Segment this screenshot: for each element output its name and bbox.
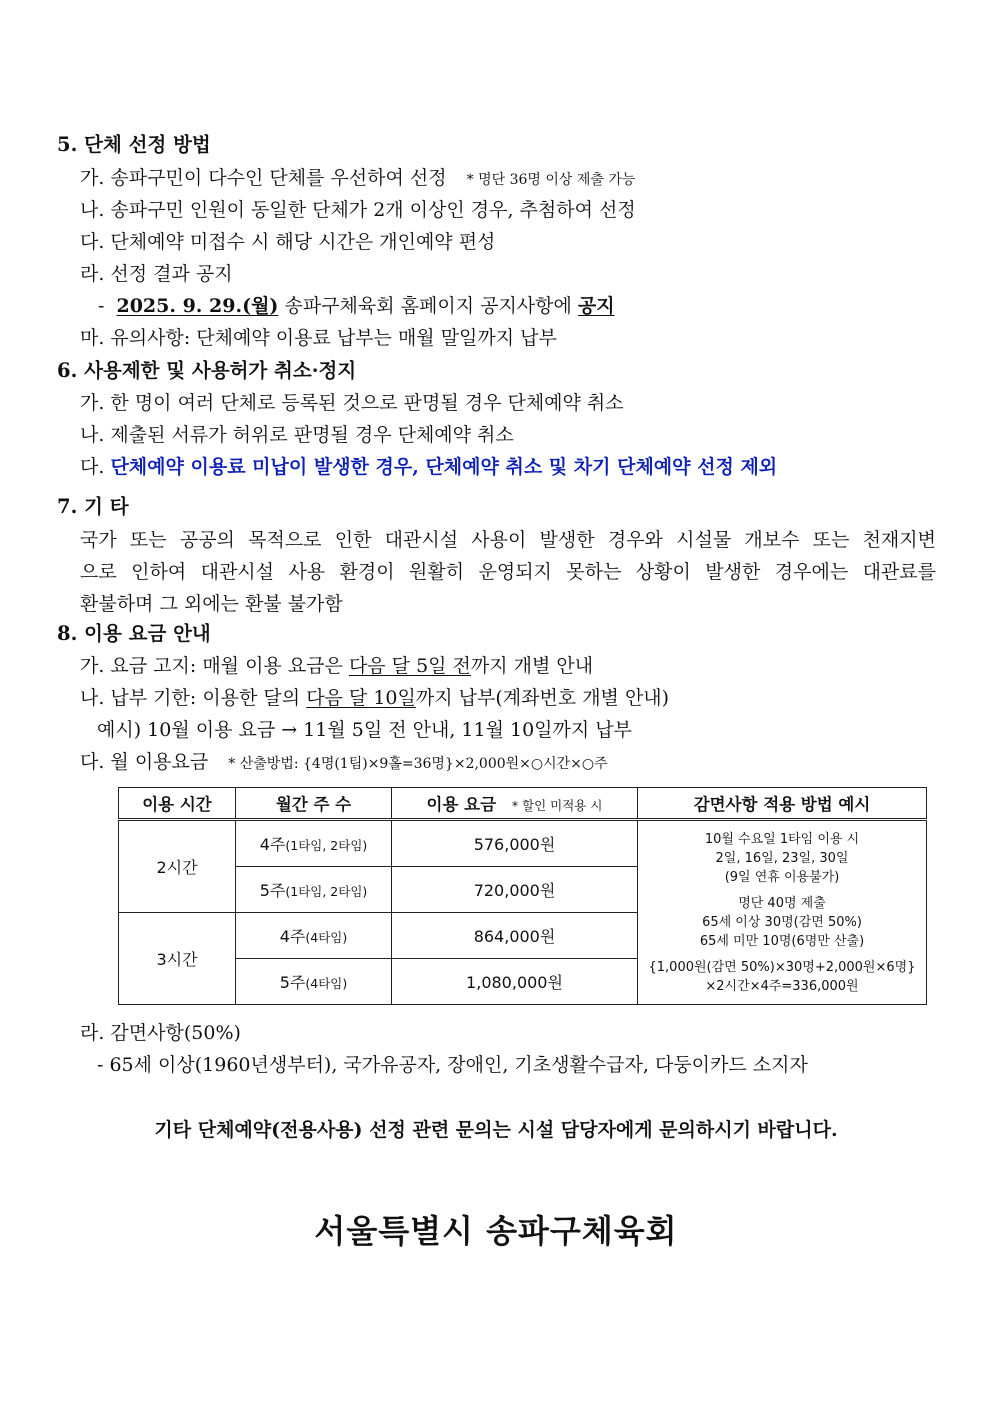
closing-notice: 기타 단체예약(전용사용) 선정 관련 문의는 시설 담당자에게 문의하시기 바랍니다.	[154, 1119, 838, 1141]
weeks-note: (1타임, 2타임)	[285, 884, 368, 899]
cell-fee: 1,080,000원	[392, 959, 638, 1005]
example-line-7: {1,000원(감면 50%)×30명+2,000원×6명}	[648, 959, 916, 975]
header-fee-label: 이용 요금	[426, 795, 497, 814]
cell-weeks	[236, 867, 392, 913]
s5-item-a-note: * 명단 36명 이상 제출 가능	[466, 172, 636, 188]
header-fee	[392, 788, 638, 820]
dash: -	[98, 295, 105, 317]
header-fee-note: * 할인 미적용 시	[511, 798, 603, 813]
table-row	[119, 820, 927, 867]
organization-signature: 서울특별시 송파구체육회	[314, 1212, 678, 1250]
example-line-4: 명단 40명 제출	[738, 895, 826, 911]
s7-line-3: 환불하며 그 외에는 환불 불가함	[80, 593, 343, 615]
s6-item-c-text: 단체예약 이용료 미납이 발생한 경우, 단체예약 취소 및 차기 단체예약 선정 제외	[110, 456, 778, 478]
s8-item-a-pre: 가. 요금 고지: 매월 이용 요금은	[80, 655, 343, 677]
announce-place: 송파구체육회 홈페이지 공지사항에	[284, 295, 572, 317]
weeks-note: (1타임, 2타임)	[285, 838, 368, 853]
section-7-title: 7. 기 타	[57, 495, 129, 518]
s7-line-1: 국가 또는 공공의 목적으로 인한 대관시설 사용이 발생한 경우와 시설물 개보수 또는 천재지변	[80, 529, 936, 551]
s7-line-2: 으로 인하여 대관시설 사용 환경이 원활히 운영되지 못하는 상황이 발생한 경우에는 대관료를	[80, 561, 936, 583]
s8-item-b	[80, 686, 669, 710]
fee-table	[118, 787, 927, 1005]
s8-item-c	[80, 750, 608, 776]
s5-item-d-detail	[98, 294, 615, 318]
s8-item-c-note: * 산출방법: {4명(1팀)×9홀=36명}×2,000원×○시간×○주	[228, 756, 608, 772]
header-example: 감면사항 적용 방법 예시	[638, 788, 927, 820]
s8-item-b-pre: 나. 납부 기한: 이용한 달의	[80, 687, 301, 709]
example-line-8: ×2시간×4주=336,000원	[705, 978, 859, 994]
s6-item-c-prefix: 다.	[80, 456, 105, 478]
s5-item-a	[80, 166, 635, 192]
s8-item-a-underlined: 다음 달 5일 전	[348, 655, 471, 677]
cell-time-3h: 3시간	[119, 913, 236, 1005]
cell-fee: 864,000원	[392, 913, 638, 959]
section-6-title: 6. 사용제한 및 사용허가 취소·정지	[57, 359, 357, 382]
announce-word: 공지	[577, 295, 615, 317]
section-5-title: 5. 단체 선정 방법	[57, 133, 211, 156]
s8-item-b-post: 까지 납부(계좌번호 개별 안내)	[415, 687, 670, 709]
s8-item-a-post: 까지 개별 안내	[470, 655, 594, 677]
header-time: 이용 시간	[119, 788, 236, 820]
s8-item-b-example: 예시) 10월 이용 요금 → 11월 5일 전 안내, 11월 10일까지 납부	[97, 719, 632, 741]
section-8-title: 8. 이용 요금 안내	[57, 622, 211, 645]
weeks-value: 4주	[259, 835, 286, 854]
s8-item-b-underlined: 다음 달 10일	[306, 687, 416, 709]
s7-paragraph	[80, 524, 936, 620]
cell-time-2h: 2시간	[119, 820, 236, 913]
cell-weeks	[236, 820, 392, 867]
header-weeks: 월간 주 수	[236, 788, 392, 820]
weeks-value: 5주	[279, 973, 306, 992]
example-line-3: (9일 연휴 이용불가)	[724, 869, 840, 885]
s8-item-c-text: 다. 월 이용요금	[80, 751, 209, 773]
weeks-note: (4타임)	[305, 930, 348, 945]
s5-item-d: 라. 선정 결과 공지	[80, 263, 233, 285]
weeks-value: 4주	[279, 927, 306, 946]
fee-table-header-row	[119, 788, 927, 820]
example-line-6: 65세 미만 10명(6명만 산출)	[699, 933, 865, 949]
s5-item-a-text: 가. 송파구민이 다수인 단체를 우선하여 선정	[80, 167, 447, 189]
example-line-2: 2일, 16일, 23일, 30일	[715, 850, 849, 866]
s8-item-d-detail: - 65세 이상(1960년생부터), 국가유공자, 장애인, 기초생활수급자, 다둥이카드 소지자	[97, 1054, 808, 1076]
s8-item-a	[80, 654, 593, 678]
s6-item-a: 가. 한 명이 여러 단체로 등록된 것으로 판명될 경우 단체예약 취소	[80, 392, 624, 414]
s6-item-b: 나. 제출된 서류가 허위로 판명될 경우 단체예약 취소	[80, 424, 514, 446]
cell-weeks	[236, 913, 392, 959]
s5-item-e: 마. 유의사항: 단체예약 이용료 납부는 매월 말일까지 납부	[80, 327, 557, 349]
example-line-1: 10월 수요일 1타임 이용 시	[704, 831, 860, 847]
s5-item-c: 다. 단체예약 미접수 시 해당 시간은 개인예약 편성	[80, 231, 496, 253]
example-line-5: 65세 이상 30명(감면 50%)	[702, 914, 862, 930]
weeks-value: 5주	[259, 881, 286, 900]
s8-item-d: 라. 감면사항(50%)	[80, 1022, 241, 1044]
s6-item-c	[80, 455, 777, 479]
cell-fee: 576,000원	[392, 820, 638, 867]
announce-date: 2025. 9. 29.(월)	[116, 295, 279, 317]
cell-fee: 720,000원	[392, 867, 638, 913]
cell-weeks	[236, 959, 392, 1005]
weeks-note: (4타임)	[305, 976, 348, 991]
cell-example	[638, 820, 927, 1005]
s5-item-b: 나. 송파구민 인원이 동일한 단체가 2개 이상인 경우, 추첨하여 선정	[80, 199, 636, 221]
